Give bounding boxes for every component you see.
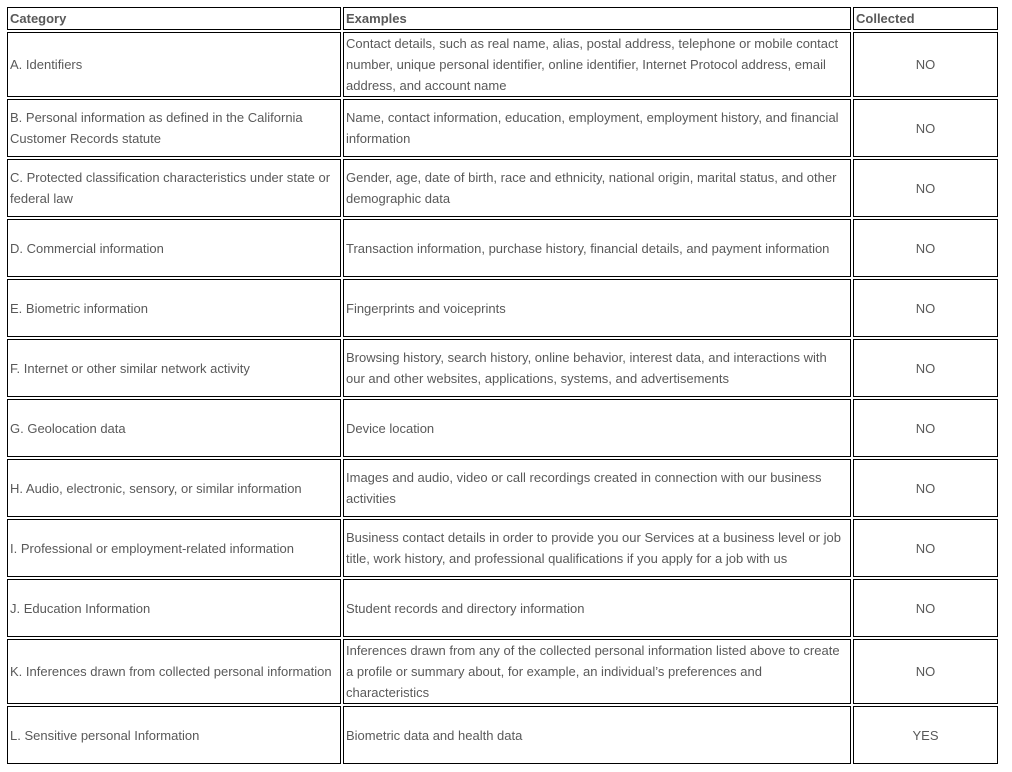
cell-collected: NO [853,279,998,337]
cell-examples: Name, contact information, education, employment, employment history, and financial information [343,99,851,157]
cell-category: D. Commercial information [7,219,341,277]
cell-collected: NO [853,579,998,637]
cell-category: A. Identifiers [7,32,341,97]
table-row [7,706,998,764]
cell-examples: Gender, age, date of birth, race and ethnicity, national origin, marital status, and other demographic data [343,159,851,217]
cell-examples: Inferences drawn from any of the collected personal information listed above to create a profile or summary about, for example, an individual’s preferences and characteristics [343,639,851,704]
cell-collected: YES [853,706,998,764]
cell-collected: NO [853,399,998,457]
cell-collected: NO [853,99,998,157]
table-row [7,579,998,637]
cell-category: L. Sensitive personal Information [7,706,341,764]
cell-collected: NO [853,32,998,97]
table-row [7,279,998,337]
table-row [7,399,998,457]
cell-category: B. Personal information as defined in the California Customer Records statute [7,99,341,157]
cell-category: J. Education Information [7,579,341,637]
table-row [7,639,998,704]
table-row [7,159,998,217]
cell-examples: Business contact details in order to provide you our Services at a business level or job title, work history, and professional qualifications if you apply for a job with us [343,519,851,577]
header-category: Category [7,7,341,30]
cell-collected: NO [853,339,998,397]
cell-examples: Contact details, such as real name, alias, postal address, telephone or mobile contact number, unique personal identifier, online identifier, Internet Protocol address, email address, and account name [343,32,851,97]
cell-category: H. Audio, electronic, sensory, or similar information [7,459,341,517]
cell-examples: Transaction information, purchase history, financial details, and payment information [343,219,851,277]
cell-category: F. Internet or other similar network activity [7,339,341,397]
table-row [7,519,998,577]
table-row [7,459,998,517]
cell-collected: NO [853,219,998,277]
cell-examples: Student records and directory information [343,579,851,637]
personal-info-categories-table [5,5,1000,766]
cell-collected: NO [853,159,998,217]
table-row [7,219,998,277]
cell-examples: Fingerprints and voiceprints [343,279,851,337]
header-examples: Examples [343,7,851,30]
cell-examples: Browsing history, search history, online behavior, interest data, and interactions with our and other websites, applications, systems, and advertisements [343,339,851,397]
cell-collected: NO [853,639,998,704]
cell-category: K. Inferences drawn from collected personal information [7,639,341,704]
cell-examples: Biometric data and health data [343,706,851,764]
cell-examples: Device location [343,399,851,457]
cell-category: I. Professional or employment-related information [7,519,341,577]
cell-category: C. Protected classification characteristics under state or federal law [7,159,341,217]
table-row [7,339,998,397]
cell-examples: Images and audio, video or call recordings created in connection with our business activities [343,459,851,517]
cell-category: E. Biometric information [7,279,341,337]
header-collected: Collected [853,7,998,30]
cell-collected: NO [853,519,998,577]
table-header-row [7,7,998,30]
cell-collected: NO [853,459,998,517]
table-row [7,99,998,157]
table-row [7,32,998,97]
cell-category: G. Geolocation data [7,399,341,457]
